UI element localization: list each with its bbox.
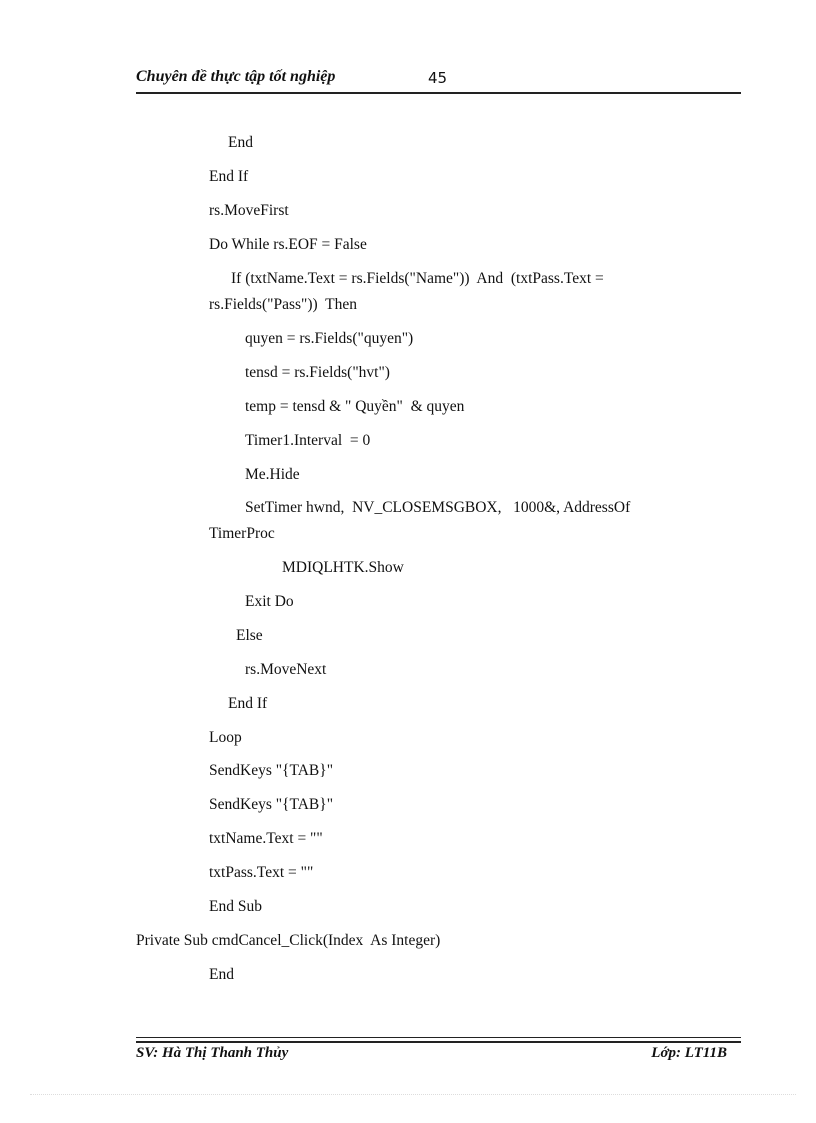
code-line: rs.Fields("Pass")) Then bbox=[209, 296, 357, 313]
code-line: tensd = rs.Fields("hvt") bbox=[245, 364, 390, 381]
code-line: End bbox=[228, 134, 253, 151]
code-line: rs.MoveNext bbox=[245, 661, 327, 678]
page-number: 45 bbox=[428, 69, 448, 87]
code-line: Else bbox=[236, 627, 263, 644]
code-line: End If bbox=[209, 168, 249, 185]
code-line: End bbox=[209, 966, 234, 983]
code-line: SetTimer hwnd, NV_CLOSEMSGBOX, 1000&, AddressOf bbox=[245, 499, 631, 516]
student-name: SV: Hà Thị Thanh Thủy bbox=[136, 1045, 289, 1061]
code-line: TimerProc bbox=[209, 525, 275, 542]
code-line: End If bbox=[228, 695, 268, 712]
code-line: End Sub bbox=[209, 898, 262, 915]
page-edge-divider bbox=[30, 1094, 796, 1095]
code-line: rs.MoveFirst bbox=[209, 202, 289, 219]
code-line: quyen = rs.Fields("quyen") bbox=[245, 330, 414, 347]
code-line: Timer1.Interval = 0 bbox=[245, 432, 371, 449]
code-line: Exit Do bbox=[245, 593, 294, 610]
page-footer bbox=[136, 1037, 741, 1068]
page-header bbox=[136, 68, 741, 94]
code-line: Me.Hide bbox=[245, 466, 300, 483]
code-line: SendKeys "{TAB}" bbox=[209, 762, 334, 779]
code-line: MDIQLHTK.Show bbox=[282, 559, 404, 576]
class-name: Lớp: LT11B bbox=[651, 1045, 727, 1061]
code-line: SendKeys "{TAB}" bbox=[209, 796, 334, 813]
code-line: Do While rs.EOF = False bbox=[209, 236, 367, 253]
code-line: txtName.Text = "" bbox=[209, 830, 323, 847]
code-line: If (txtName.Text = rs.Fields("Name")) And (txtPass.Text = bbox=[231, 270, 604, 287]
code-line: temp = tensd & " Quyền" & quyen bbox=[245, 398, 465, 415]
code-line: txtPass.Text = "" bbox=[209, 864, 314, 881]
code-line: Loop bbox=[209, 729, 242, 746]
code-line: Private Sub cmdCancel_Click(Index As Integer) bbox=[136, 932, 441, 949]
document-title: Chuyên đề thực tập tốt nghiệp bbox=[136, 68, 336, 85]
